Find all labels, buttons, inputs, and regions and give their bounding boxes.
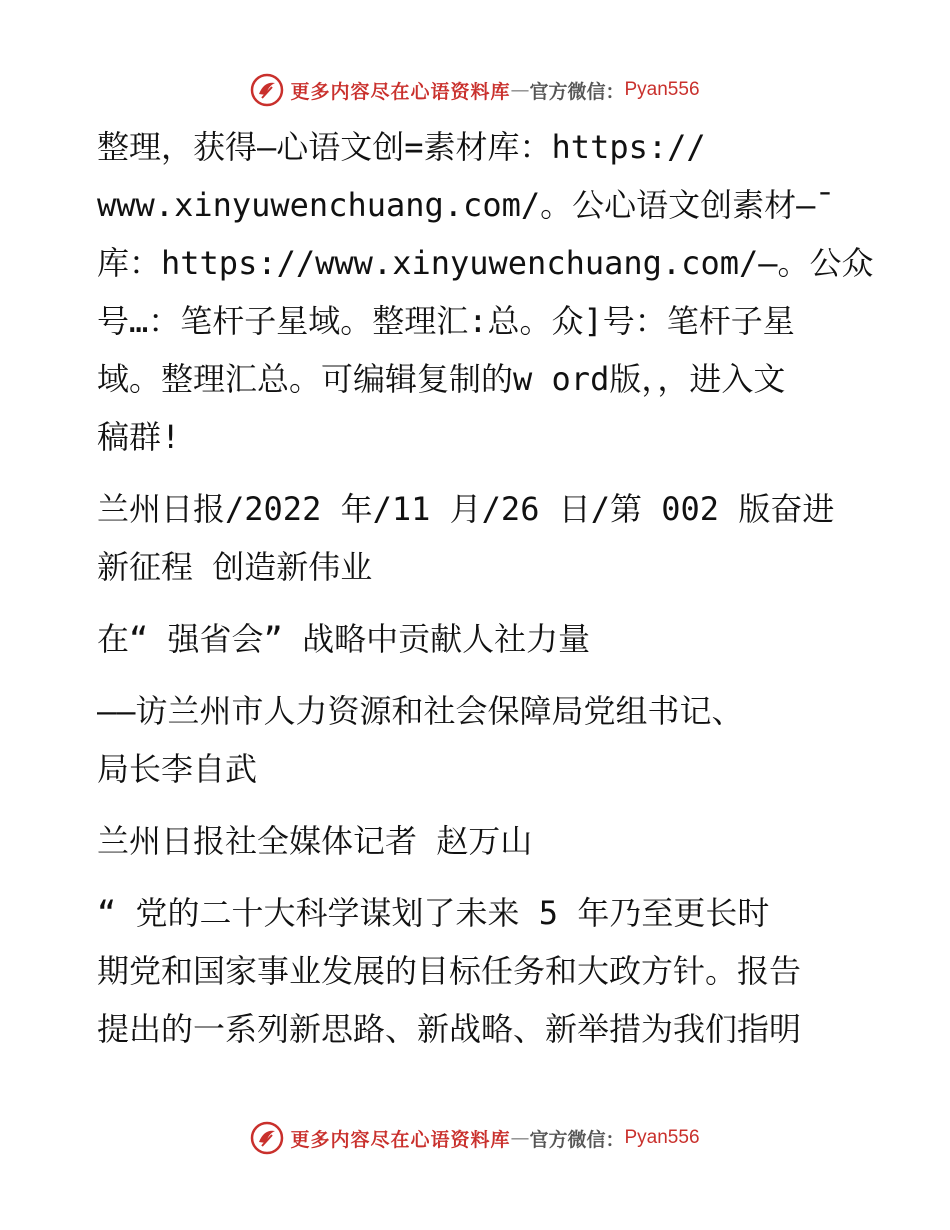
body-paragraph	[97, 884, 857, 1058]
text-line: www.xinyuwenchuang.com/。公心语文创素材—¯	[97, 186, 835, 224]
text-line: ——访兰州市人力资源和社会保障局党组书记、	[97, 692, 744, 730]
watermark-wechat-id: Pyan556	[624, 1127, 700, 1148]
text-line: 稿群!	[97, 418, 181, 456]
watermark-wechat-label: 官方微信：	[529, 1128, 625, 1151]
watermark-wechat-label: 官方微信：	[529, 80, 625, 103]
watermark-dash: —	[510, 79, 530, 101]
text-line: 整理，获得—心语文创=素材库：https://	[97, 128, 706, 166]
text-line: 在“ 强省会” 战略中贡献人社力量	[97, 620, 591, 658]
watermark-header	[0, 70, 950, 110]
document-body	[97, 118, 874, 1058]
article-title	[97, 610, 857, 668]
watermark-wechat-id: Pyan556	[624, 79, 700, 100]
intro-paragraph	[97, 118, 874, 466]
watermark-site-text: 更多内容尽在心语资料库	[290, 80, 511, 103]
article-subtitle	[97, 682, 857, 798]
text-line: 号…：笔杆子星域。整理汇:总。众]号：笔杆子星	[97, 302, 795, 340]
watermark-dash: —	[510, 1127, 530, 1149]
article-byline	[97, 812, 857, 870]
watermark-site-text: 更多内容尽在心语资料库	[290, 1128, 511, 1151]
text-line: 域。整理汇总。可编辑复制的w ord版，，进入文	[97, 360, 786, 398]
text-line: 新征程 创造新伟业	[97, 548, 373, 586]
source-paragraph	[97, 480, 857, 596]
text-line: 兰州日报/2022 年/11 月/26 日/第 002 版奋进	[97, 490, 835, 528]
brand-logo-icon	[250, 1121, 284, 1155]
brand-logo-icon	[250, 73, 284, 107]
text-line: 提出的一系列新思路、新战略、新举措为我们指明	[97, 1010, 802, 1048]
text-line: 兰州日报社全媒体记者 赵万山	[97, 822, 533, 860]
text-line: 库：https://www.xinyuwenchuang.com/—。公众	[97, 244, 874, 282]
text-line: 期党和国家事业发展的目标任务和大政方针。报告	[97, 952, 802, 990]
text-line: “ 党的二十大科学谋划了未来 5 年乃至更长时	[97, 894, 770, 932]
text-line: 局长李自武	[97, 750, 258, 788]
watermark-footer	[0, 1118, 950, 1158]
